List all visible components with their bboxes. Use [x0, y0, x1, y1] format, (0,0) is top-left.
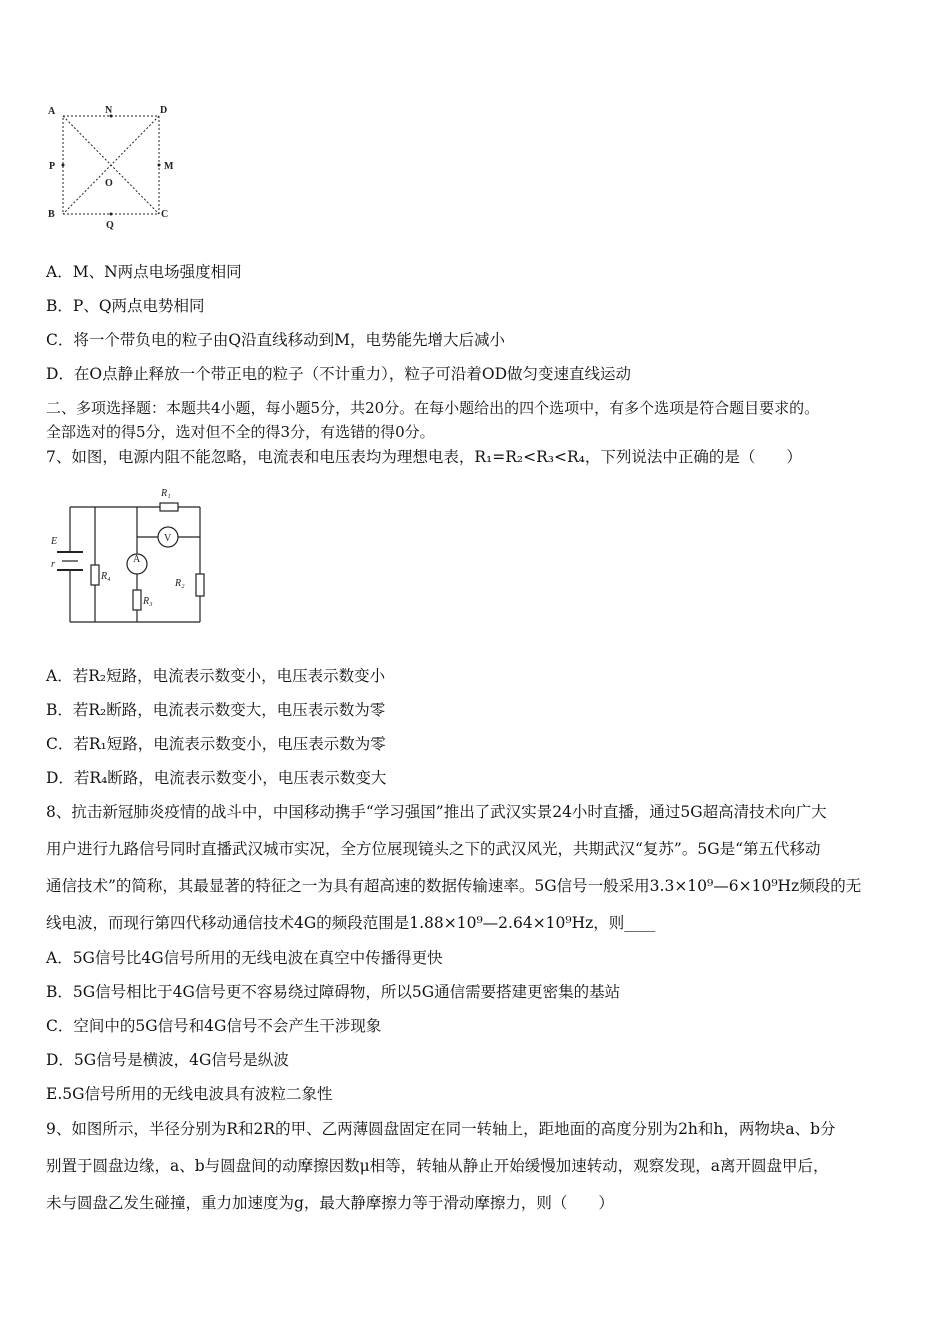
q8-option-c: C．空间中的5G信号和4G信号不会产生干涉现象 — [46, 1017, 382, 1035]
q8-option-b: B．5G信号相比于4G信号更不容易绕过障碍物，所以5G通信需要搭建更密集的基站 — [46, 983, 621, 1001]
circuit-figure — [45, 482, 215, 632]
square-field-figure — [40, 100, 240, 240]
label-R4: R₄ — [101, 571, 111, 582]
label-A: A — [48, 106, 56, 117]
q6-option-d: D．在O点静止释放一个带正电的粒子（不计重力），粒子可沿着OD做匀变速直线运动 — [46, 365, 632, 383]
q9-line2: 别置于圆盘边缘，a、b与圆盘间的动摩擦因数μ相等，转轴从静止开始缓慢加速转动，观察发现，a离开圆盘甲后， — [46, 1157, 829, 1175]
label-O: O — [105, 178, 113, 189]
q8-line4: 线电波，而现行第四代移动通信技术4G的频段范围是1.88×10⁹—2.64×10⁹Hz，则____ — [46, 914, 656, 932]
label-R3: R₃ — [143, 596, 153, 607]
q8-option-a: A．5G信号比4G信号所用的无线电波在真空中传播得更快 — [46, 949, 443, 967]
q7-option-c: C．若R₁短路，电流表示数变小，电压表示数为零 — [46, 735, 386, 753]
q7-option-d: D．若R₄断路，电流表示数变小，电压表示数变大 — [46, 769, 387, 787]
label-B: B — [48, 209, 55, 220]
q6-option-a: A．M、N两点电场强度相同 — [46, 263, 242, 281]
q7-option-a: A．若R₂短路，电流表示数变小，电压表示数变小 — [46, 667, 386, 685]
q8-option-e: E.5G信号所用的无线电波具有波粒二象性 — [46, 1085, 333, 1103]
q8-line2: 用户进行九路信号同时直播武汉城市实况，全方位展现镜头之下的武汉风光，共期武汉“复苏”。5G是“第五代移动 — [46, 840, 821, 858]
q8-line3: 通信技术”的简称，其最显著的特征之一为具有超高速的数据传输速率。5G信号一般采用3.3×10⁹—6×10⁹Hz频段的无 — [46, 877, 862, 895]
section2-heading-line2: 全部选对的得5分，选对但不全的得3分，有选错的得0分。 — [46, 423, 435, 441]
label-N: N — [105, 105, 113, 116]
label-V: V — [164, 533, 172, 544]
q8-option-d: D．5G信号是横波，4G信号是纵波 — [46, 1051, 289, 1069]
q6-option-c: C．将一个带负电的粒子由Q沿直线移动到M，电势能先增大后减小 — [46, 331, 505, 349]
label-D: D — [160, 105, 168, 116]
label-R2: R₂ — [175, 578, 185, 589]
q7-stem: 7、如图，电源内阻不能忽略，电流表和电压表均为理想电表，R₁=R₂<R₃<R₄，下列说法中正确的是（ ） — [46, 448, 802, 466]
q7-option-b: B．若R₂断路，电流表示数变大，电压表示数为零 — [46, 701, 386, 719]
q8-line1: 8、抗击新冠肺炎疫情的战斗中，中国移动携手“学习强国”推出了武汉实景24小时直播，通过5G超高清技术向广大 — [46, 803, 827, 821]
label-M: M — [164, 161, 174, 172]
q6-option-b: B．P、Q两点电势相同 — [46, 297, 205, 315]
label-Q: Q — [106, 220, 114, 231]
label-A-meter: A — [133, 554, 141, 565]
label-R1: R₁ — [161, 488, 171, 499]
section2-heading-line1: 二、多项选择题：本题共4小题，每小题5分，共20分。在每小题给出的四个选项中，有多个选项是符合题目要求的。 — [46, 399, 820, 417]
label-r: r — [51, 559, 55, 570]
q9-line1: 9、如图所示，半径分别为R和2R的甲、乙两薄圆盘固定在同一转轴上，距地面的高度分别为2h和h，两物块a、b分 — [46, 1120, 836, 1138]
label-P: P — [49, 161, 56, 172]
label-E: E — [51, 536, 58, 547]
label-C: C — [161, 209, 169, 220]
q9-line3: 未与圆盘乙发生碰撞，重力加速度为g，最大静摩擦力等于滑动摩擦力，则（ ） — [46, 1194, 614, 1212]
